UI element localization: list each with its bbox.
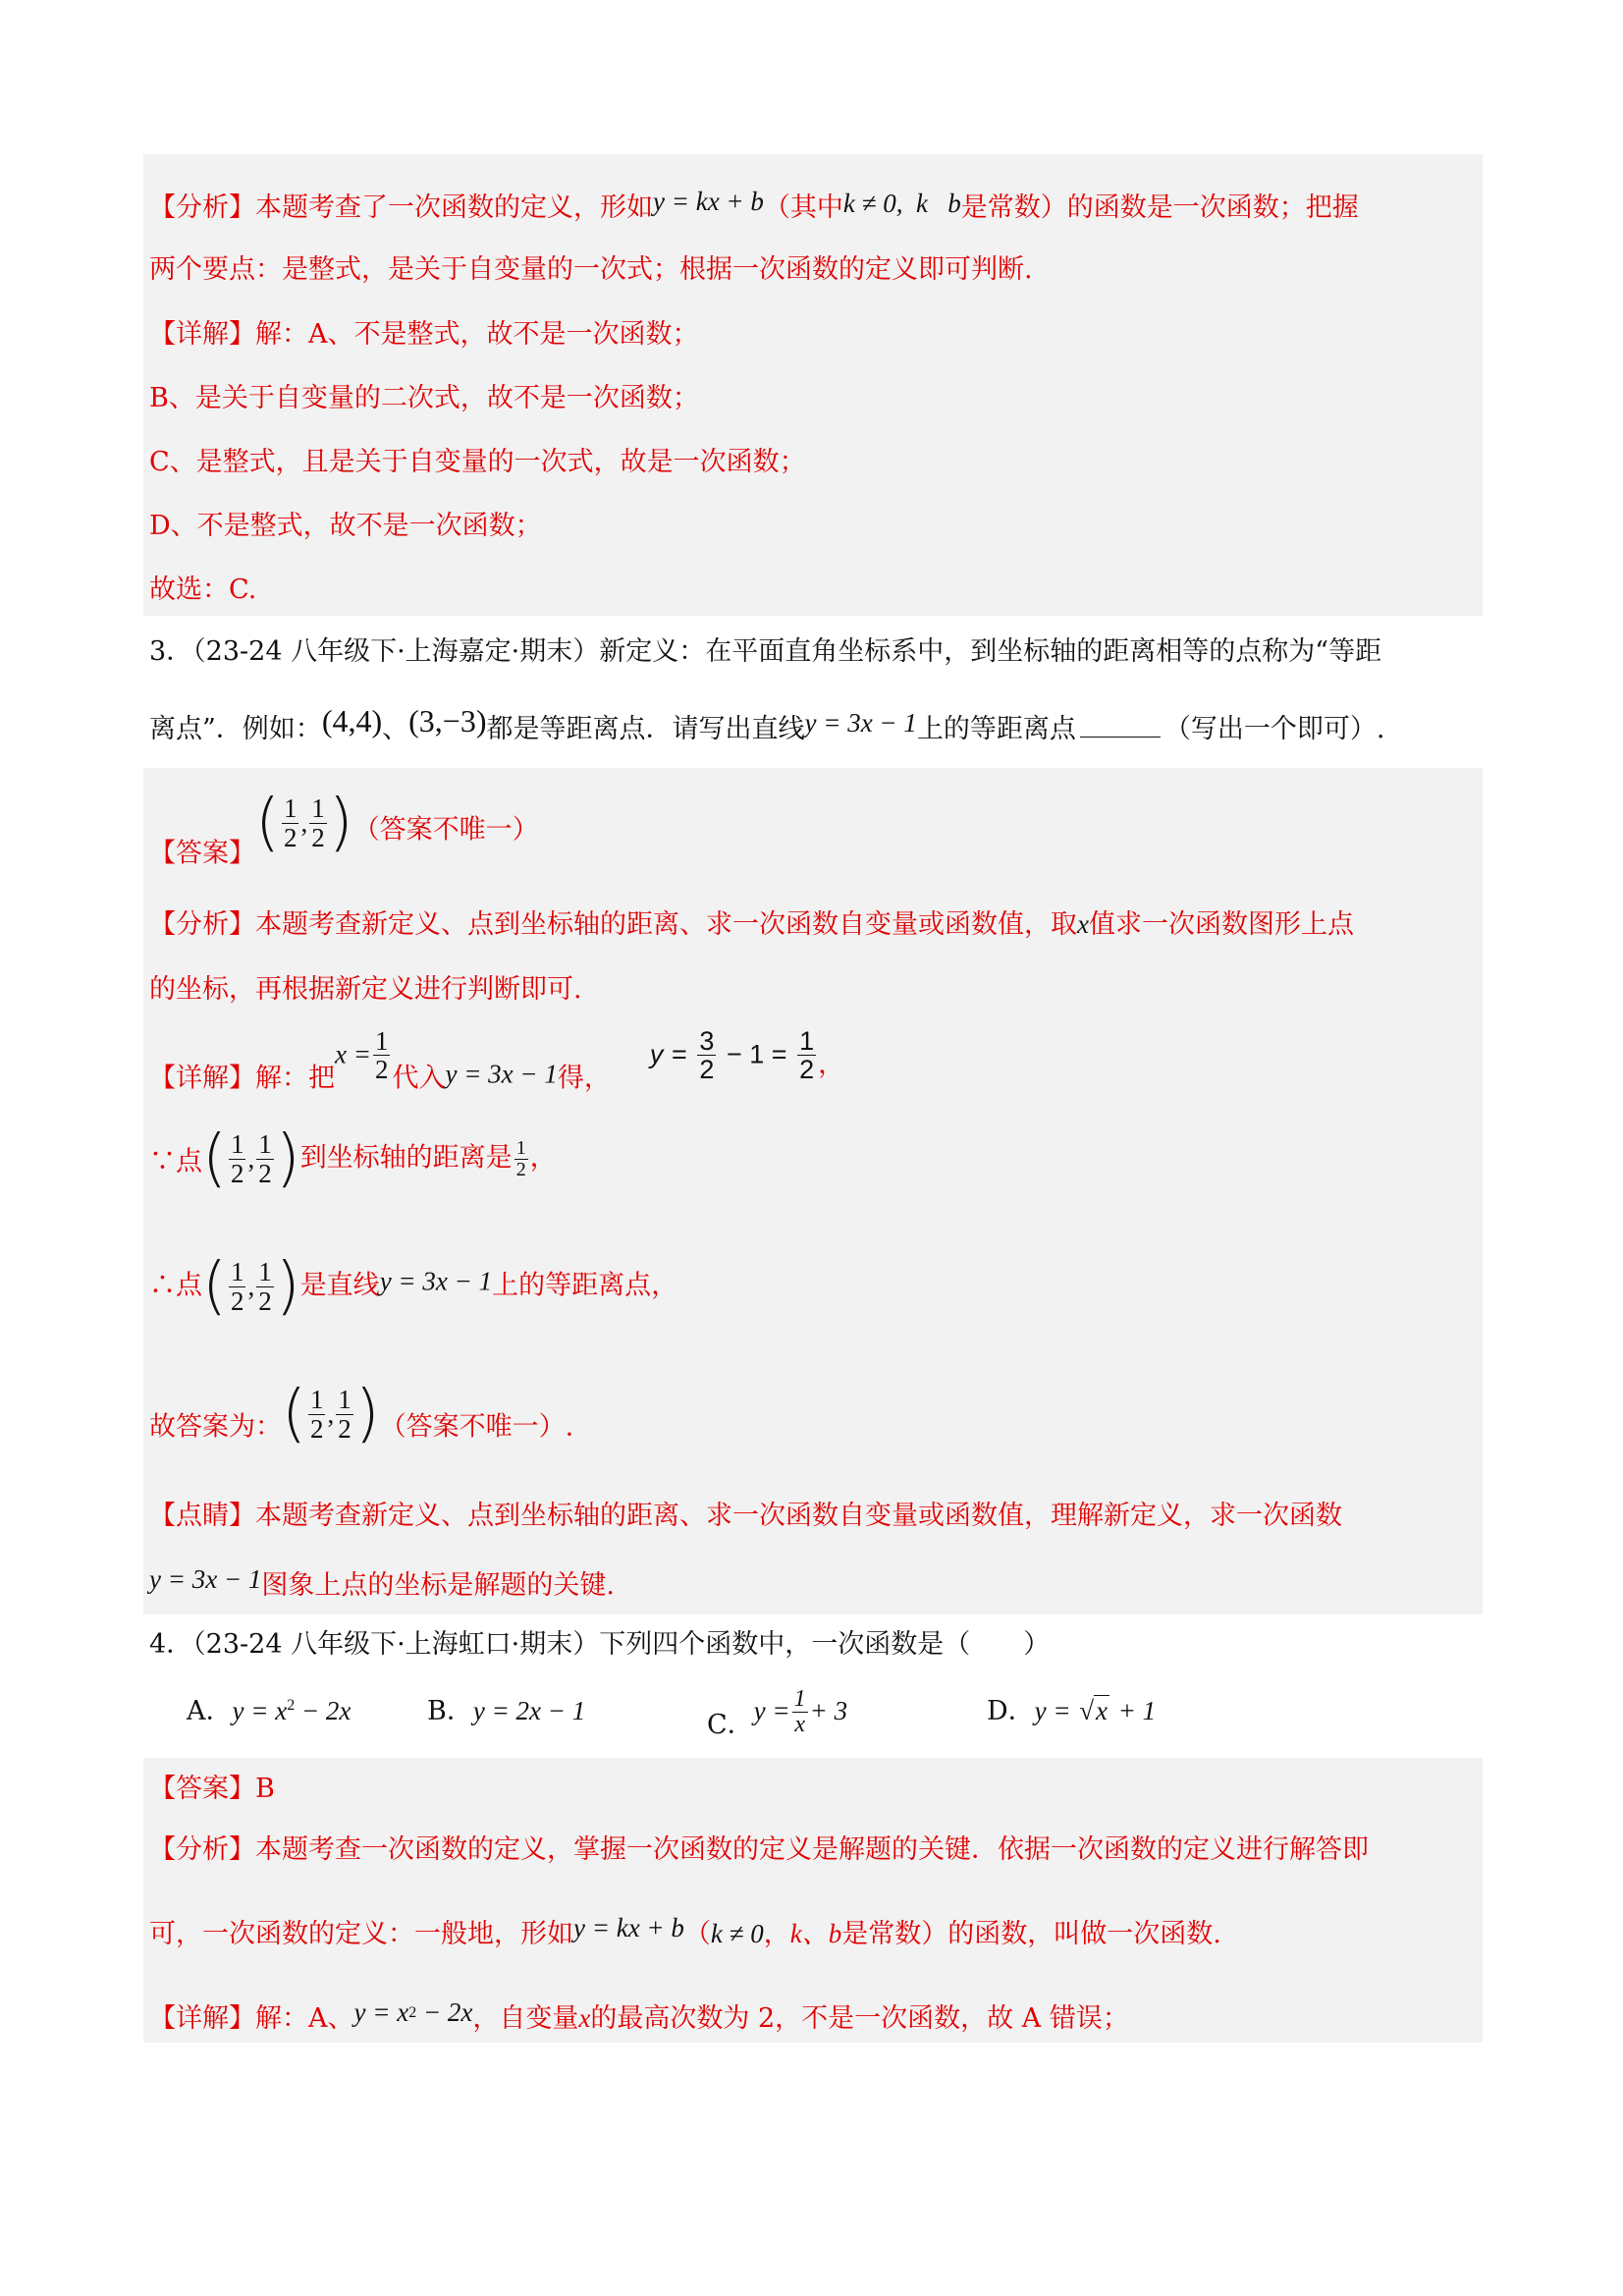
analysis-line-2: 可，一次函数的定义：一般地，形如y = kx + b（k ≠ 0，k、b是常数）的函数，叫做一次函数. (149, 1913, 1221, 1949)
answer-label: 【答案】 (149, 838, 255, 869)
question-3-line-1: 3．（23-24 八年级下·上海嘉定·期末）新定义：在平面直角坐标系中，到坐标轴的距离相等的点称为“等距 (149, 636, 1382, 667)
formula-line: y = 3x − 1 (804, 708, 917, 738)
analysis-line-1: 【分析】本题考查一次函数的定义，掌握一次函数的定义是解题的关键．依据一次函数的定义进行解答即 (149, 1834, 1369, 1865)
analysis-line-1: 【分析】本题考查新定义、点到坐标轴的距离、求一次函数自变量或函数值，取x值求一次函数图形上点 (149, 909, 1354, 940)
answer-point: ( $\frac{1}{2}$ , $\frac{1}{2}$ ) (255, 787, 353, 859)
fraction-half: $\frac{1}{2}$ (374, 1026, 389, 1085)
point-half-half: ( $\frac{1}{2}$ , $\frac{1}{2}$ ) (202, 1122, 300, 1195)
formula-condition: k ≠ 0, k b (842, 189, 961, 218)
choice-line: 故选：C. (149, 574, 257, 605)
example-point-2: (3,−3) (408, 703, 487, 738)
detail-label: 【详解】 (149, 1063, 255, 1094)
analysis-label: 【分析】 (149, 909, 255, 940)
answer-label: 【答案】 (149, 1774, 255, 1804)
detail-line-1: 【详解】解：A、$y = x^2 - 2x$，自变量x的最高次数为 2，不是一次函数，故 A 错误； (149, 1997, 1129, 2034)
example-point-1: (4,4) (321, 703, 383, 738)
therefore-line: ∴点 ( $\frac{1}{2}$ , $\frac{1}{2}$ ) 是直线y = 3x − 1上的等距离点， (149, 1250, 678, 1323)
detail-line-1: 【详解】解：把x = $\frac{1}{2}$ 代入y = 3x − 1得，y = $\frac{3}{2}$ − 1 = $\frac{1}{2}$ ， (149, 1026, 845, 1094)
answer-line: 【答案】 ( $\frac{1}{2}$ , $\frac{1}{2}$ ) （答案不唯一） (149, 787, 539, 869)
analysis-line-2: 的坐标，再根据新定义进行判断即可. (149, 974, 582, 1005)
solution-block-q3 (143, 768, 1483, 1614)
comment-label: 【点睛】 (149, 1501, 255, 1531)
answer-blank (1080, 737, 1161, 738)
question-3-line-2: 离点”．例如：(4,4)、(3,−3)都是等距离点．请写出直线y = 3x − 1上的等距离点 （写出一个即可）. (149, 703, 1385, 744)
fraction-result: $\frac{1}{2}$ (799, 1026, 815, 1085)
analysis-label: 【分析】 (149, 192, 255, 223)
detail-line-4: D、不是整式，故不是一次函数； (149, 511, 542, 541)
question-4-options (187, 1686, 1213, 1741)
point-half-half: ( $\frac{1}{2}$ , $\frac{1}{2}$ ) (202, 1250, 300, 1323)
point-half-half: ( $\frac{1}{2}$ , $\frac{1}{2}$ ) (282, 1378, 380, 1450)
option-c: C．y = $\frac{1}{x}$ + 3 (707, 1686, 848, 1741)
option-a: A．$y = x^2 - 2x$ (187, 1696, 352, 1727)
comment-line-2: y = 3x − 1图象上点的坐标是解题的关键. (149, 1564, 616, 1601)
analysis-label: 【分析】 (149, 1834, 255, 1865)
detail-label: 【详解】 (149, 2003, 255, 2034)
final-answer-line: 故答案为： ( $\frac{1}{2}$ , $\frac{1}{2}$ ) （答案不唯一）. (149, 1378, 574, 1450)
fraction-three-halves: $\frac{3}{2}$ (699, 1026, 715, 1085)
because-line: ∵点 ( $\frac{1}{2}$ , $\frac{1}{2}$ ) 到坐标轴的距离是 $\frac{1}{2}$ ， (149, 1122, 557, 1195)
detail-line-1: 【详解】解：A、不是整式，故不是一次函数； (149, 319, 699, 350)
question-4-line-1: 4．（23-24 八年级下·上海虹口·期末）下列四个函数中，一次函数是（ ） (149, 1629, 1051, 1660)
analysis-line-1: 【分析】本题考查了一次函数的定义，形如y = kx + b（其中k ≠ 0, k b是常数）的函数是一次函数；把握 (149, 187, 1359, 223)
comment-line-1: 【点睛】本题考查新定义、点到坐标轴的距离、求一次函数自变量或函数值，理解新定义，求一次函数 (149, 1501, 1342, 1531)
detail-line-2: B、是关于自变量的二次式，故不是一次函数； (149, 383, 699, 413)
detail-label: 【详解】 (149, 319, 255, 350)
detail-line-3: C、是整式，且是关于自变量的一次式，故是一次函数； (149, 447, 806, 477)
analysis-line-2: 两个要点：是整式，是关于自变量的一次式；根据一次函数的定义即可判断. (149, 254, 1033, 285)
option-d: D．y = √x + 1 (987, 1696, 1157, 1727)
option-b: B．y = 2x − 1 (427, 1696, 586, 1727)
formula-linear: y = kx + b (653, 187, 764, 216)
sqrt-symbol: √ (1079, 1696, 1095, 1726)
answer-line: 【答案】B (149, 1774, 275, 1804)
